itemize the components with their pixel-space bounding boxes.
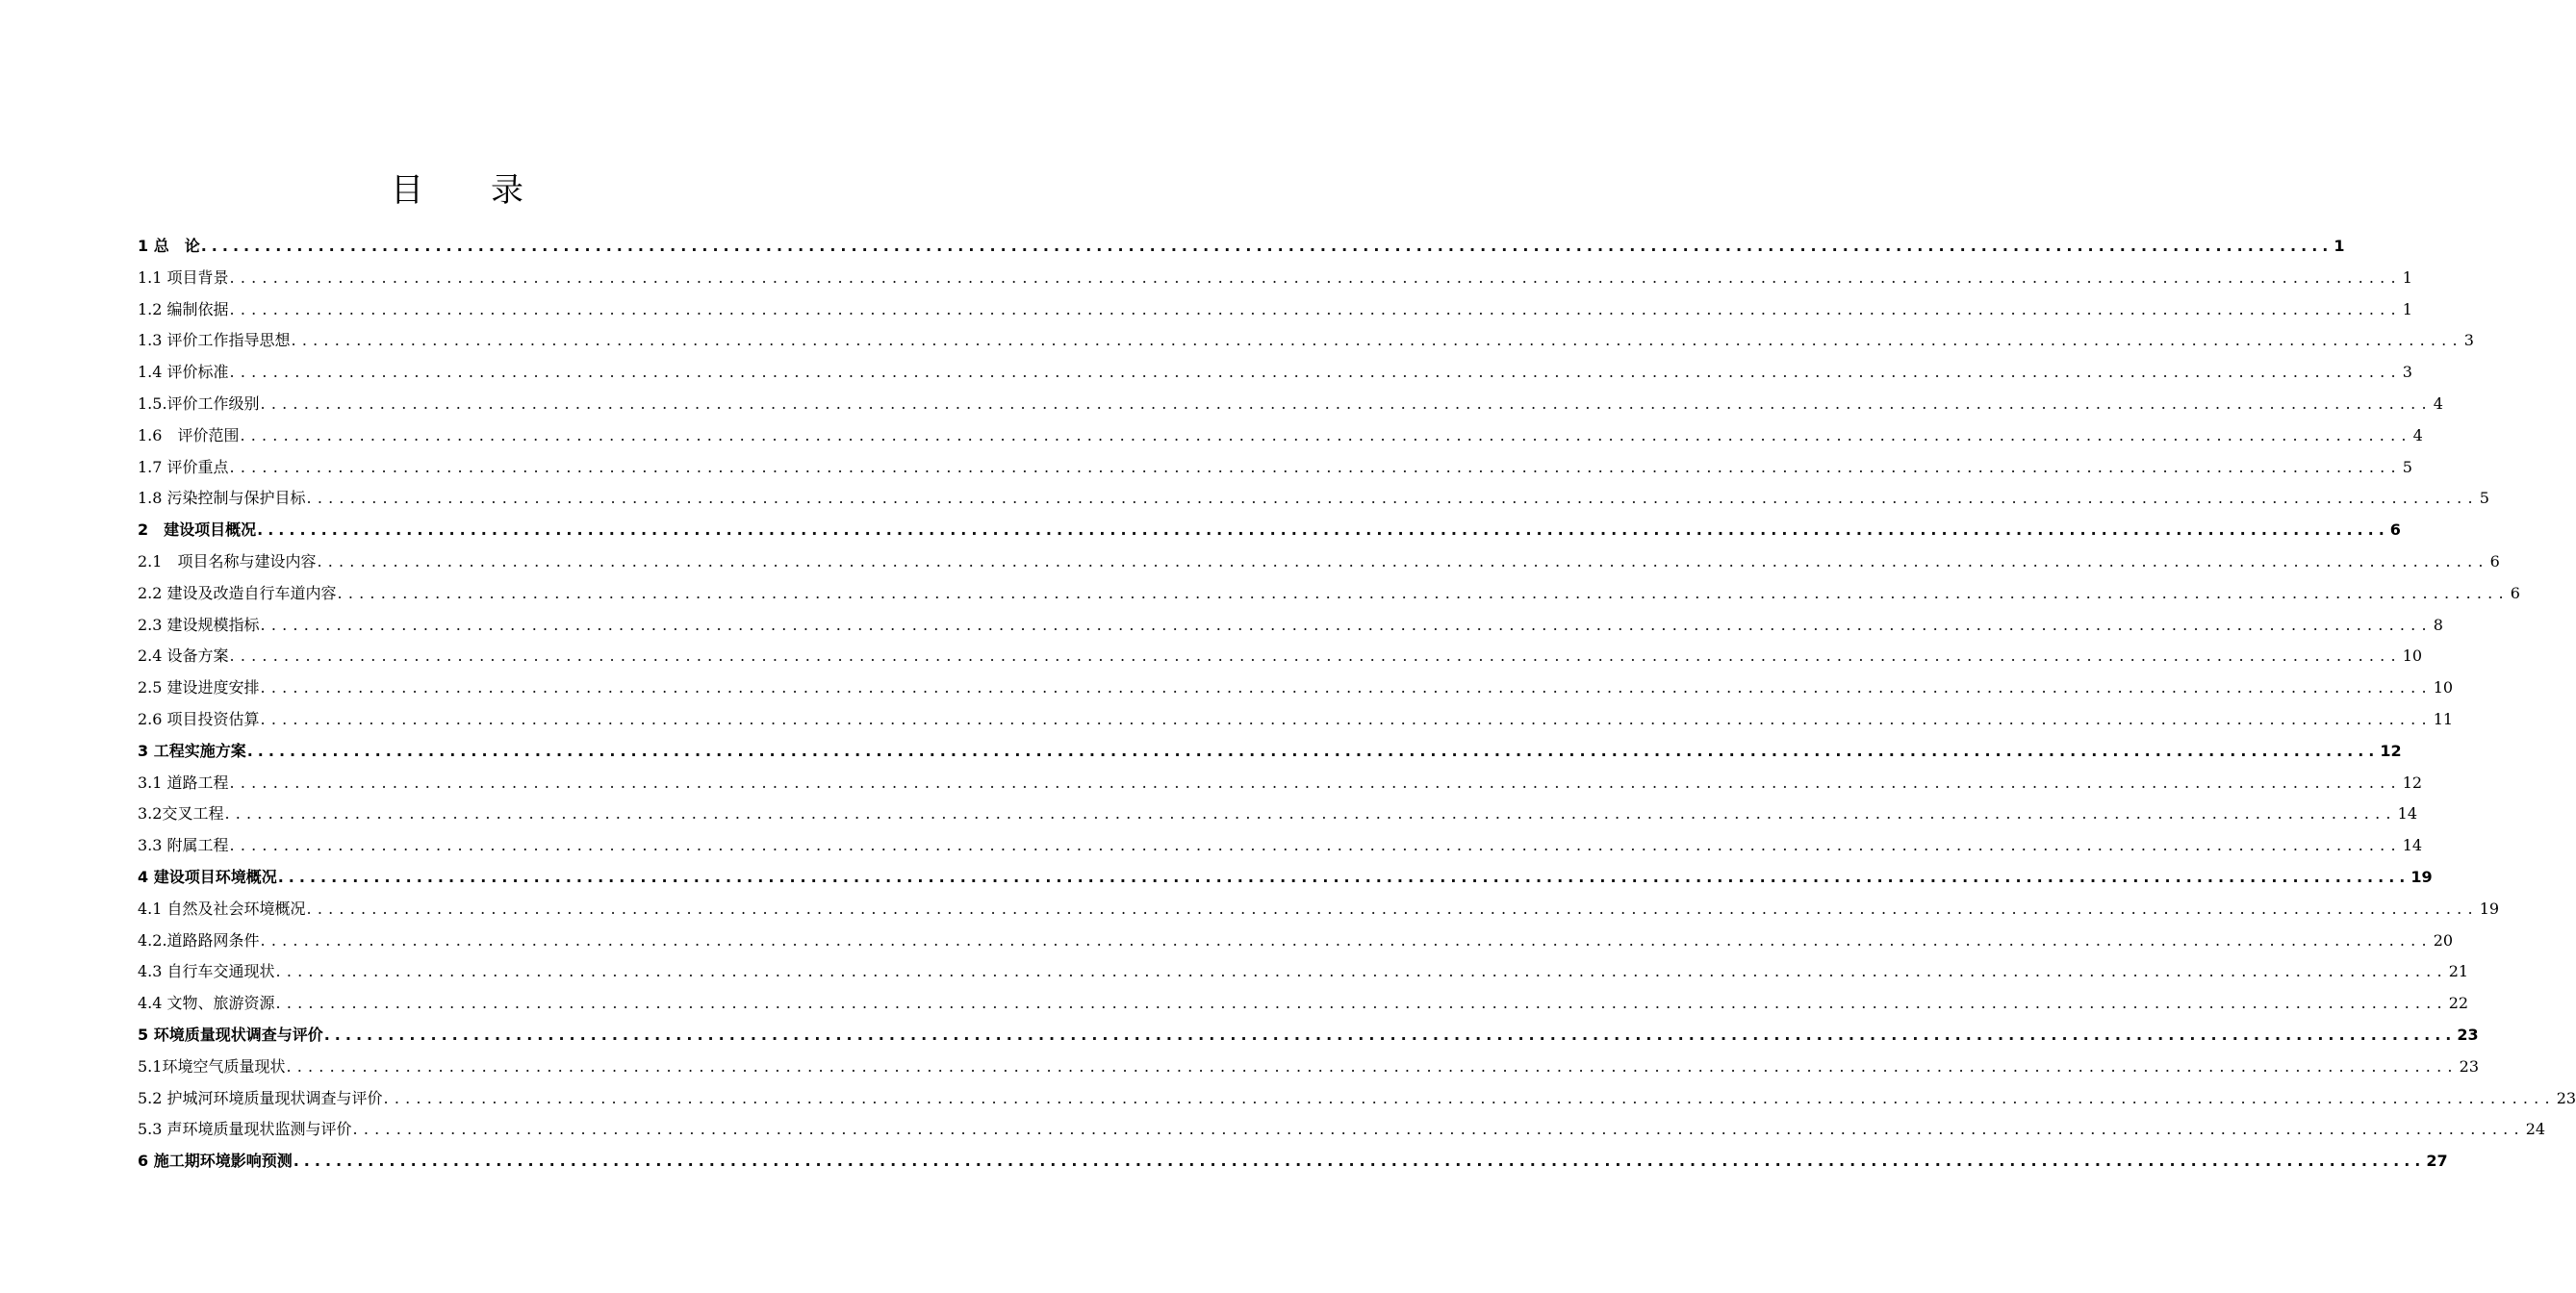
table-of-contents: [138, 231, 2576, 1178]
toc-page-number: 14: [2402, 836, 2423, 855]
toc-leader-dots: ........................................................................................................................................................................................................: [286, 1056, 2459, 1076]
toc-page-number: 24: [2525, 1120, 2546, 1139]
toc-page-number: 5: [2402, 457, 2412, 476]
toc-entry-label: 1.8 污染控制与保护目标: [138, 489, 306, 508]
toc-entry-label: 1.5.评价工作级别: [138, 393, 260, 413]
toc-entry-label: 2 建设项目概况: [138, 520, 257, 540]
toc-entry-label: 6 施工期环境影响预测: [138, 1152, 293, 1171]
toc-page-number: 3: [2402, 363, 2412, 382]
toc-section-entry[interactable]: [138, 641, 2423, 672]
toc-entry-label: 4.1 自然及社会环境概况: [138, 899, 306, 918]
toc-entry-label: 5 环境质量现状调查与评价: [138, 1025, 323, 1044]
toc-section-entry[interactable]: [138, 768, 2423, 799]
toc-leader-dots: ........................................................................................................................................................................................................: [352, 1120, 2525, 1139]
toc-section-entry[interactable]: [138, 357, 2412, 389]
toc-leader-dots: ........................................................................................................................................................................................................: [229, 646, 2402, 666]
toc-page-number: 19: [2410, 867, 2433, 886]
toc-leader-dots: ........................................................................................................................................................................................................: [229, 836, 2402, 855]
toc-page-number: 23: [2457, 1025, 2479, 1044]
toc-entry-label: 2.1 项目名称与建设内容: [138, 551, 317, 570]
toc-leader-dots: ........................................................................................................................................................................................................: [337, 583, 2510, 602]
toc-page-number: 4: [2433, 393, 2443, 413]
toc-entry-label: 3.2交叉工程: [138, 804, 224, 824]
toc-page-number: 6: [2510, 583, 2520, 602]
toc-page-number: 12: [2402, 773, 2423, 792]
toc-leader-dots: ........................................................................................................................................................................................................: [229, 299, 2402, 318]
toc-page-number: 14: [2397, 804, 2417, 824]
toc-leader-dots: ........................................................................................................................................................................................................: [260, 709, 2433, 728]
toc-entry-label: 3 工程实施方案: [138, 741, 246, 760]
toc-page-number: 12: [2380, 741, 2402, 760]
toc-page-number: 21: [2448, 962, 2469, 981]
toc-leader-dots: ........................................................................................................................................................................................................: [275, 994, 2448, 1013]
toc-leader-dots: ........................................................................................................................................................................................................: [200, 237, 2334, 255]
toc-entry-label: 4.3 自行车交通现状: [138, 962, 275, 981]
toc-leader-dots: ........................................................................................................................................................................................................: [229, 267, 2402, 287]
toc-page-number: 4: [2412, 425, 2423, 444]
toc-section-entry[interactable]: [138, 578, 2520, 610]
toc-entry-label: 4 建设项目环境概况: [138, 867, 277, 886]
toc-leader-dots: ........................................................................................................................................................................................................: [260, 930, 2433, 950]
toc-page-number: 23: [2556, 1088, 2576, 1107]
toc-entry-label: 3.1 道路工程: [138, 773, 229, 792]
toc-entry-label: 2.5 建设进度安排: [138, 678, 260, 697]
toc-entry-label: 1.1 项目背景: [138, 267, 229, 287]
toc-page-number: 1: [2402, 299, 2412, 318]
toc-section-entry[interactable]: [138, 546, 2500, 578]
toc-chapter-entry[interactable]: [138, 1020, 2479, 1052]
toc-section-entry[interactable]: [138, 452, 2412, 484]
toc-entry-label: 2.6 项目投资估算: [138, 709, 260, 728]
toc-entry-label: 1 总 论: [138, 237, 200, 255]
toc-leader-dots: ........................................................................................................................................................................................................: [306, 489, 2479, 508]
toc-entry-label: 2.3 建设规模指标: [138, 615, 260, 634]
toc-page-number: 1: [2334, 237, 2345, 255]
toc-section-entry[interactable]: [138, 263, 2412, 294]
toc-section-entry[interactable]: [138, 925, 2454, 957]
toc-page-number: 8: [2433, 615, 2443, 634]
toc-entry-label: 4.4 文物、旅游资源: [138, 994, 275, 1013]
toc-section-entry[interactable]: [138, 610, 2443, 642]
toc-section-entry[interactable]: [138, 1083, 2576, 1115]
toc-page-number: 1: [2402, 267, 2412, 287]
toc-chapter-entry[interactable]: [138, 515, 2401, 546]
toc-leader-dots: ........................................................................................................................................................................................................: [229, 773, 2402, 792]
toc-leader-dots: ........................................................................................................................................................................................................: [291, 331, 2463, 350]
toc-section-entry[interactable]: [138, 325, 2474, 357]
toc-leader-dots: ........................................................................................................................................................................................................: [323, 1025, 2457, 1044]
toc-page-number: 10: [2433, 678, 2454, 697]
toc-page-number: 20: [2433, 930, 2454, 950]
toc-entry-label: 2.2 建设及改造自行车道内容: [138, 583, 337, 602]
toc-leader-dots: ........................................................................................................................................................................................................: [383, 1088, 2556, 1107]
toc-entry-label: 2.4 设备方案: [138, 646, 229, 666]
toc-leader-dots: ........................................................................................................................................................................................................: [306, 899, 2479, 918]
toc-section-entry[interactable]: [138, 672, 2454, 704]
toc-page-number: 10: [2402, 646, 2423, 666]
toc-section-entry[interactable]: [138, 799, 2417, 830]
toc-chapter-entry[interactable]: [138, 1146, 2448, 1178]
toc-leader-dots: ........................................................................................................................................................................................................: [260, 393, 2433, 413]
toc-entry-label: 1.3 评价工作指导思想: [138, 331, 291, 350]
toc-leader-dots: ........................................................................................................................................................................................................: [260, 678, 2433, 697]
toc-page-number: 23: [2459, 1056, 2479, 1076]
toc-leader-dots: ........................................................................................................................................................................................................: [229, 457, 2402, 476]
toc-leader-dots: ........................................................................................................................................................................................................: [260, 615, 2433, 634]
toc-entry-label: 1.6 评价范围: [138, 425, 240, 444]
toc-section-entry[interactable]: [138, 294, 2412, 326]
toc-leader-dots: ........................................................................................................................................................................................................: [317, 551, 2489, 570]
toc-page-number: 3: [2463, 331, 2474, 350]
toc-section-entry[interactable]: [138, 389, 2443, 420]
toc-section-entry[interactable]: [138, 830, 2423, 862]
toc-leader-dots: ........................................................................................................................................................................................................: [224, 804, 2397, 824]
toc-page-number: 6: [2489, 551, 2500, 570]
toc-entry-label: 5.2 护城河环境质量现状调查与评价: [138, 1088, 383, 1107]
toc-entry-label: 1.7 评价重点: [138, 457, 229, 476]
toc-page-number: 5: [2479, 489, 2489, 508]
toc-section-entry[interactable]: [138, 420, 2423, 452]
toc-entry-label: 5.1环境空气质量现状: [138, 1056, 286, 1076]
title-char-left: 目: [391, 171, 423, 210]
toc-page-number: 11: [2433, 709, 2454, 728]
toc-chapter-entry[interactable]: [138, 862, 2433, 894]
toc-leader-dots: ........................................................................................................................................................................................................: [229, 363, 2402, 382]
toc-section-entry[interactable]: [138, 988, 2469, 1020]
toc-leader-dots: ........................................................................................................................................................................................................: [277, 867, 2410, 886]
toc-entry-label: 5.3 声环境质量现状监测与评价: [138, 1120, 352, 1139]
toc-section-entry[interactable]: [138, 1052, 2479, 1083]
toc-section-entry[interactable]: [138, 483, 2489, 515]
toc-entry-label: 1.4 评价标准: [138, 363, 229, 382]
toc-leader-dots: ........................................................................................................................................................................................................: [275, 962, 2448, 981]
page-title: [0, 164, 914, 211]
toc-chapter-entry[interactable]: [138, 231, 2345, 263]
toc-chapter-entry[interactable]: [138, 736, 2402, 768]
toc-entry-label: 1.2 编制依据: [138, 299, 229, 318]
toc-leader-dots: ........................................................................................................................................................................................................: [246, 741, 2380, 760]
toc-leader-dots: ........................................................................................................................................................................................................: [240, 425, 2412, 444]
toc-page-number: 6: [2389, 520, 2401, 540]
toc-leader-dots: ........................................................................................................................................................................................................: [293, 1152, 2426, 1171]
toc-section-entry[interactable]: [138, 894, 2500, 925]
title-char-right: 录: [491, 171, 523, 210]
toc-section-entry[interactable]: [138, 956, 2469, 988]
toc-page-number: 19: [2479, 899, 2500, 918]
toc-entry-label: 3.3 附属工程: [138, 836, 229, 855]
toc-page-number: 22: [2448, 994, 2469, 1013]
toc-leader-dots: ........................................................................................................................................................................................................: [257, 520, 2389, 540]
toc-entry-label: 4.2.道路路网条件: [138, 930, 260, 950]
toc-page-number: 27: [2426, 1152, 2448, 1171]
toc-section-entry[interactable]: [138, 704, 2454, 736]
toc-section-entry[interactable]: [138, 1114, 2546, 1146]
